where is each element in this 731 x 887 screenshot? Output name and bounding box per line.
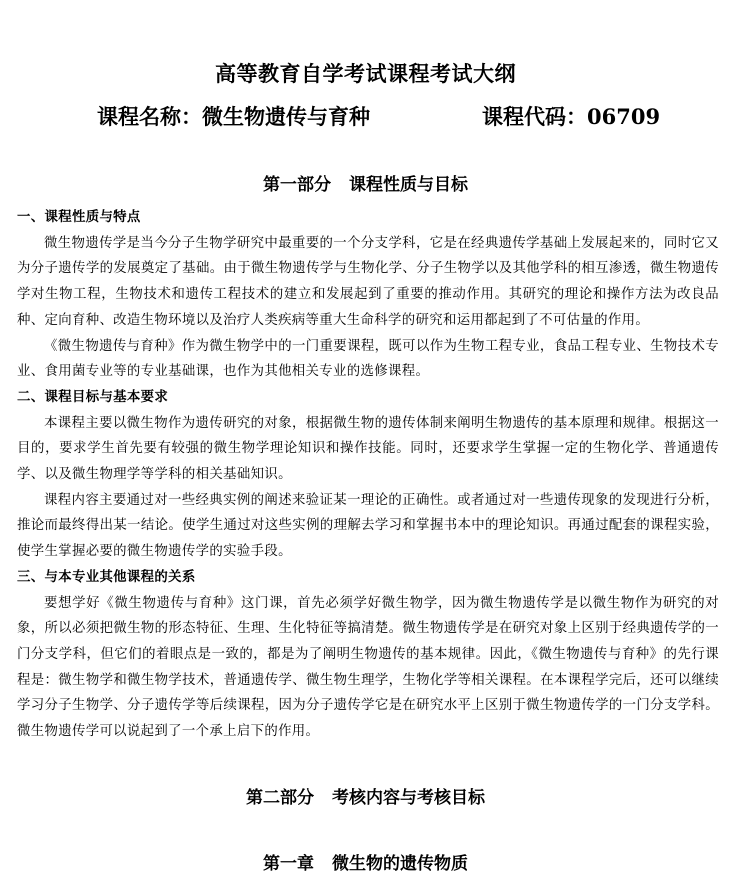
course-name: 课程名称：微生物遗传与育种 xyxy=(97,104,370,129)
course-code: 课程代码：06709 xyxy=(482,104,661,129)
part-two-number: 第二部分 xyxy=(246,788,314,808)
chapter-one-name: 微生物的遗传物质 xyxy=(332,854,468,874)
part-one-content xyxy=(17,205,719,745)
part-two-name: 考核内容与考核目标 xyxy=(332,788,485,808)
part-one-title xyxy=(0,172,731,198)
paragraph: 要想学好《微生物遗传与育种》这门课，首先必须学好微生物学，因为微生物遗传学是以微生物作为研究的对象，所以必须把微生物的形态特征、生理、生化特征等搞清楚。微生物遗传学是在研究对象上区别于经典遗传学的一门分支学科，但它们的着眼点是一致的，都是为了阐明生物遗传的基本规律。因此，《微生物遗传与育种》的先行课程是：微生物学和微生物学技术，普通遗传学、微生物生理学，生物化学等相关课程。在本课程学完后，还可以继续学习分子生物学、分子遗传学等后续课程，因为分子遗传学它是在研究水平上区别于微生物遗传学的一门分支学科。微生物遗传学可以说起到了一个承上启下的作用。 xyxy=(17,595,719,740)
part-two-title xyxy=(0,785,731,811)
section-heading: 一、课程性质与特点 xyxy=(17,210,141,225)
paragraph: 本课程主要以微生物作为遗传研究的对象，根据微生物的遗传体制来阐明生物遗传的基本原理和规律。根据这一目的，要求学生首先要有较强的微生物学理论知识和操作技能。同时，还要求学生掌握一定的生物化学、普通遗传学、以及微生物理学等学科的相关基础知识。 xyxy=(17,415,719,483)
chapter-one-number: 第一章 xyxy=(263,854,314,874)
paragraph: 课程内容主要通过对一些经典实例的阐述来验证某一理论的正确性。或者通过对一些遗传现象的发现进行分析，推论而最终得出某一结论。使学生通过对这些实例的理解去学习和掌握书本中的理论知识。再通过配套的课程实验，使学生掌握必要的微生物遗传学的实验手段。 xyxy=(17,492,719,560)
paragraph: 微生物遗传学是当今分子生物学研究中最重要的一个分支学科，它是在经典遗传学基础上发展起来的，同时它又为分子遗传学的发展奠定了基础。由于微生物遗传学与生物化学、分子生物学以及其他学科的相互渗透，微生物遗传学对生物工程，生物技术和遗传工程技术的建立和发展起到了重要的推动作用。其研究的理论和操作方法为改良品种、定向育种、改造生物环境以及治疗人类疾病等重大生命科学的研究和运用都起到了不可估量的作用。 xyxy=(17,235,719,328)
section-heading: 三、与本专业其他课程的关系 xyxy=(17,569,196,585)
part-one-name: 课程性质与目标 xyxy=(349,175,468,195)
part-one-number: 第一部分 xyxy=(263,175,331,195)
chapter-one-title xyxy=(0,851,731,877)
section-heading: 二、课程目标与基本要求 xyxy=(17,389,169,405)
document-title: 高等教育自学考试课程考试大纲 xyxy=(215,61,516,86)
course-info-row xyxy=(97,100,661,134)
paragraph: 《微生物遗传与育种》作为微生物学中的一门重要课程，既可以作为生物工程专业，食品工程专业、生物技术专业、食用菌专业等的专业基础课，也作为其他相关专业的选修课程。 xyxy=(17,338,719,380)
